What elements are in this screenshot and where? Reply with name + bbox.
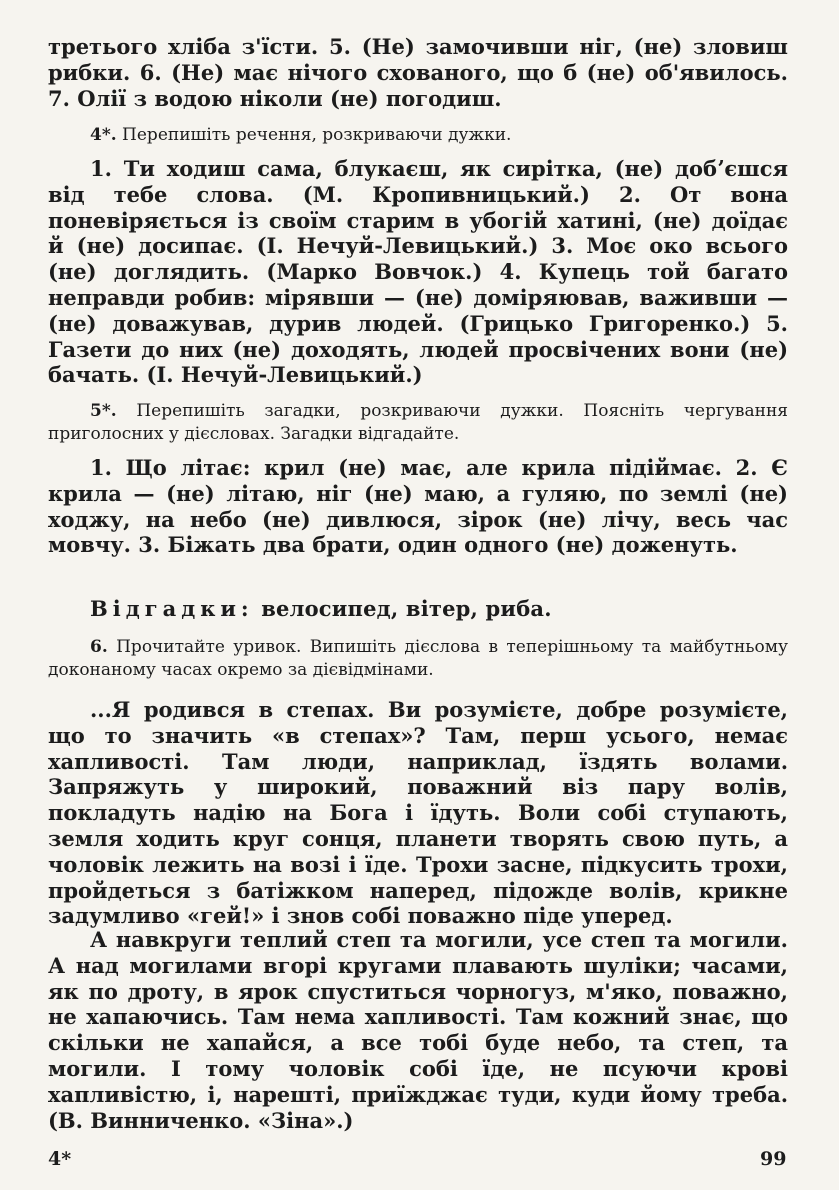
task-6-text: Прочитайте уривок. Випишіть дієслова в теперішньому та майбутньому доконаному часах окремо за дієвідмінами. [48, 637, 789, 680]
task-4-number: 4*. [90, 125, 117, 145]
excerpt-paragraph-1: ...Я родився в степах. Ви розумієте, добре розумієте, що то значить «в степах»? Там, перш усього, немає хапливості. Там люди, наприклад, їздять волами. Запряжуть у широкий, поважний віз пару волів, покладуть надію на Бога і їдуть. Воли собі ступають, земля ходить круг сонця, планети творять свою путь, а чоловік лежить на возі і їде. Трохи засне, підкусить трохи, пройдеться з батіжком наперед, підожде волів, крикне задумливо «гей!» і знов собі поважно піде уперед. [48, 697, 788, 929]
task-4-text: Перепишіть речення, розкриваючи дужки. [122, 125, 512, 145]
task-4-instruction [48, 124, 788, 147]
task-6-instruction [48, 636, 788, 682]
task-5-number: 5*. [90, 401, 117, 421]
task-4-sentences: 1. Ти ходиш сама, блукаєш, як сирітка, (не) добʼєшся від тебе слова. (М. Кропивницький.) 2. От вона поневіряється із своїм старим в убогій хатині, (не) доїдає й (не) досипає. (І. Нечуй-Левицький.) 3. Моє око всього (не) доглядить. (Марко Вовчок.) 4. Купець той багато неправди робив: мірявши — (не) доміряював, важивши — (не) доважував, дурив людей. (Грицько Григоренко.) 5. Газети до них (не) доходять, людей просвічених вони (не) бачать. (І. Нечуй-Левицький.) [48, 156, 788, 388]
page-number: 99 [760, 1148, 787, 1170]
task-5-riddles: 1. Що літає: крил (не) має, але крила підіймає. 2. Є крила — (не) літаю, ніг (не) маю, а гуляю, по землі (не) ходжу, на небо (не) дивлюся, зірок (не) лічу, весь час мовчу. 3. Біжать два брати, один одного (не) доженуть. [48, 455, 788, 558]
answers-text: велосипед, вітер, риба. [261, 596, 552, 621]
task-6-number: 6. [90, 637, 108, 657]
signature-mark: 4* [48, 1148, 72, 1170]
task-5-instruction [48, 400, 788, 446]
riddle-answers [48, 596, 788, 622]
intro-proverbs-paragraph: третього хліба з'їсти. 5. (Не) замочивши ніг, (не) зловиш рибки. 6. (Не) має нічого схованого, що б (не) об'явилось. 7. Олії з водою ніколи (не) погодиш. [48, 34, 788, 111]
excerpt-paragraph-2: А навкруги теплий степ та могили, усе степ та могили. А над могилами вгорі кругами плавають шуліки; часами, як по дроту, в ярок спуститься чорногуз, м'яко, поважно, не хапаючись. Там нема хапливості. Там кожний знає, що скільки не хапайся, а все тобі буде небо, та степ, та могили. І тому чоловік собі їде, не псуючи крові хапливістю, і, нарешті, приїжджає туди, куди йому треба. (В. Винниченко. «Зіна».) [48, 927, 788, 1133]
answers-label: Відгадки: [90, 596, 254, 621]
task-5-text: Перепишіть загадки, розкриваючи дужки. Поясніть чергування приголосних у дієсловах. Загадки відгадайте. [48, 401, 789, 444]
